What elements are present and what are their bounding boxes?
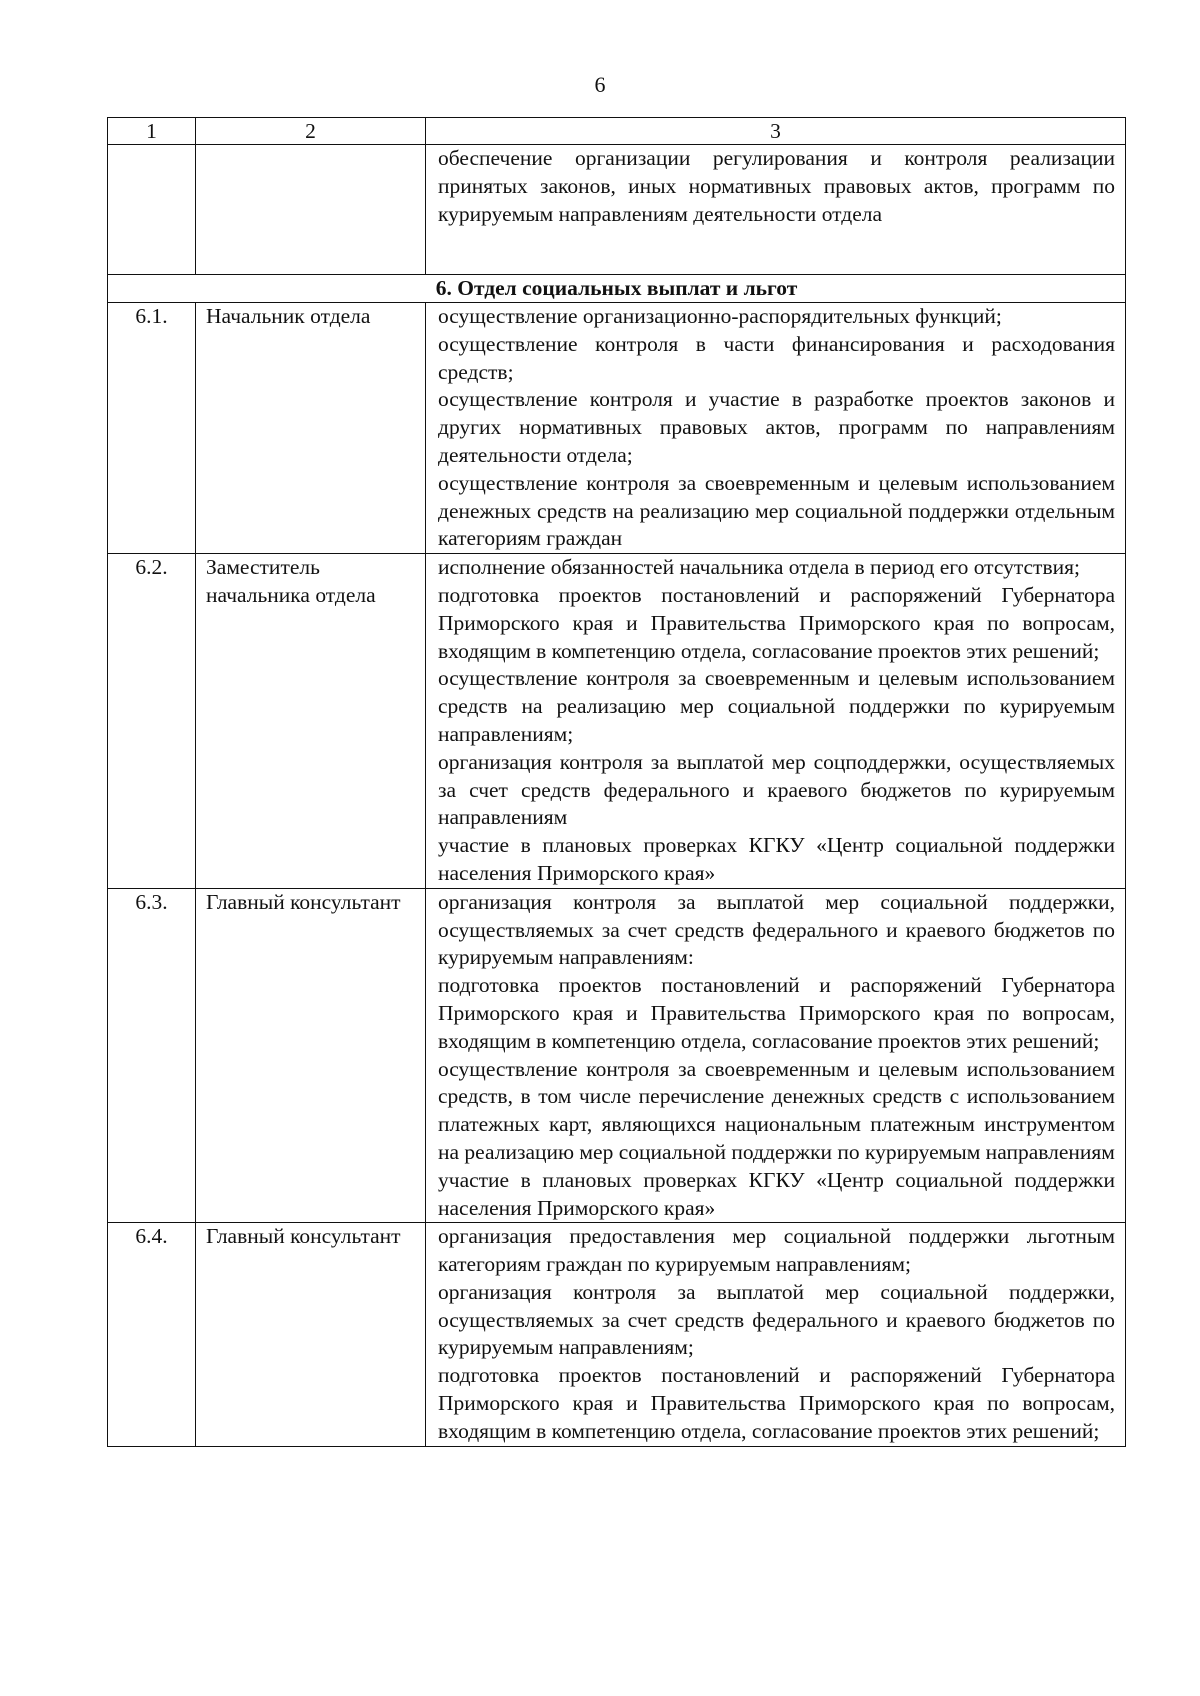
duty-item: осуществление контроля за своевременным и целевым использованием денежных средств на реализацию мер социальной поддержки отдельным категориям граждан xyxy=(438,470,1115,551)
row-position: Главный консультант xyxy=(196,888,426,1223)
duty-item: подготовка проектов постановлений и распоряжений Губернатора Приморского края и Правительства Приморского края по вопросам, входящим в компетенцию отдела, согласование проектов этих решений; xyxy=(438,973,1115,1053)
row-duties xyxy=(426,145,1126,275)
duty-item: осуществление контроля за своевременным и целевым использованием средств, в том числе перечисление денежных средств с использованием платежных карт, являющихся национальным платежным инструментом на реализацию мер социальной поддержки по курируемым направлениям xyxy=(438,1056,1115,1164)
table-row xyxy=(108,888,1126,1223)
duty-item: организация контроля за выплатой мер социальной поддержки, осуществляемых за счет средств федерального и краевого бюджетов по курируемым направлениям; xyxy=(438,1279,1115,1360)
row-number: 6.1. xyxy=(108,303,196,554)
duty-item: исполнение обязанностей начальника отдела в период его отсутствия; xyxy=(438,555,1080,580)
duties-table xyxy=(107,117,1126,1447)
duty-item: осуществление контроля в части финансирования и расходования средств; xyxy=(438,331,1115,384)
row-number: 6.3. xyxy=(108,888,196,1223)
row-position: Главный консультант xyxy=(196,1223,426,1446)
table-header-row xyxy=(108,118,1126,145)
column-header-position: 2 xyxy=(196,118,426,145)
table-row xyxy=(108,554,1126,889)
duty-item: участие в плановых проверках КГКУ «Центр социальной поддержки населения Приморского края» xyxy=(438,833,1115,885)
column-header-number: 1 xyxy=(108,118,196,145)
duty-item: осуществление организационно-распорядительных функций; xyxy=(438,304,1002,328)
duty-item: подготовка проектов постановлений и распоряжений Губернатора Приморского края и Правительства Приморского края по вопросам, входящим в компетенцию отдела, согласование проектов этих решений; xyxy=(438,1363,1115,1443)
row-position xyxy=(196,145,426,275)
duty-item: подготовка проектов постановлений и распоряжений Губернатора Приморского края и Правительства Приморского края по вопросам, входящим в компетенцию отдела, согласование проектов этих решений; xyxy=(438,582,1115,663)
table-row-continuation xyxy=(108,145,1126,275)
duty-item: осуществление контроля за своевременным и целевым использованием средств на реализацию мер социальной поддержки по курируемым направлениям; xyxy=(438,666,1115,746)
row-number: 6.4. xyxy=(108,1223,196,1446)
duty-item: осуществление контроля и участие в разработке проектов законов и других нормативных правовых актов, программ по направлениям деятельности отдела; xyxy=(438,387,1115,467)
row-position: Начальник отдела xyxy=(196,303,426,554)
duty-item: организация контроля за выплатой мер социальной поддержки, осуществляемых за счет средств федерального и краевого бюджетов по курируемым направлениям: xyxy=(438,889,1115,970)
section-header-row xyxy=(108,275,1126,303)
table-row xyxy=(108,1223,1126,1446)
row-duties xyxy=(426,1223,1126,1446)
row-number xyxy=(108,145,196,275)
duty-item: организация контроля за выплатой мер соцподдержки, осуществляемых за счет средств федерального и краевого бюджетов по курируемым направлениям xyxy=(438,749,1115,830)
row-number: 6.2. xyxy=(108,554,196,889)
row-position: Заместитель начальника отдела xyxy=(196,554,426,889)
duty-item: участие в плановых проверках КГКУ «Центр социальной поддержки населения Приморского края» xyxy=(438,1167,1115,1220)
row-duties xyxy=(426,888,1126,1223)
section-title: 6. Отдел социальных выплат и льгот xyxy=(108,275,1126,303)
duty-item: организация предоставления мер социальной поддержки льготным категориям граждан по курируемым направлениям; xyxy=(438,1224,1115,1277)
row-duties xyxy=(426,554,1126,889)
row-duties xyxy=(426,303,1126,554)
column-header-duties: 3 xyxy=(426,118,1126,145)
page-number: 6 xyxy=(594,72,606,97)
duty-item: обеспечение организации регулирования и контроля реализации принятых законов, иных нормативных правовых актов, программ по курируемым направлениям деятельности отдела xyxy=(438,146,1115,226)
table-row xyxy=(108,303,1126,554)
